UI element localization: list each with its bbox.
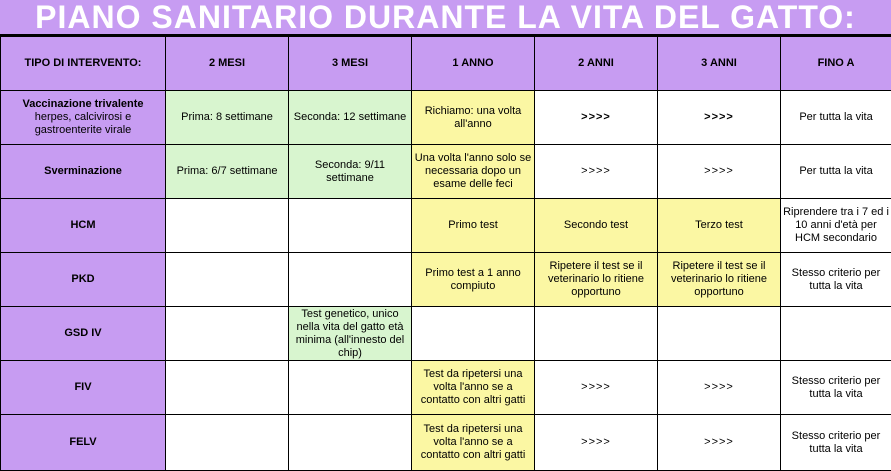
table-cell: Primo test xyxy=(412,199,535,253)
table-row xyxy=(1,91,891,145)
table-cell: Test genetico, unico nella vita del gatto età minima (all'innesto del chip) xyxy=(289,307,412,361)
row-label-text: HCM xyxy=(70,219,95,231)
health-plan-table xyxy=(0,36,891,471)
table-cell: Prima: 8 settimane xyxy=(166,91,289,145)
table-cell: Ripetere il test se il veterinario lo ritiene opportuno xyxy=(658,253,781,307)
row-label-hcm xyxy=(1,199,166,253)
title-bar xyxy=(0,0,891,36)
row-label-felv xyxy=(1,415,166,471)
row-label-text: Vaccinazione trivalente xyxy=(22,98,143,110)
table-cell: >>>> xyxy=(658,91,781,145)
table-cell: Stesso criterio per tutta la vita xyxy=(781,361,891,415)
table-cell: Terzo test xyxy=(658,199,781,253)
table-cell: Seconda: 9/11 settimane xyxy=(289,145,412,199)
table-row xyxy=(1,253,891,307)
table-cell xyxy=(658,307,781,361)
table-cell xyxy=(166,199,289,253)
table-cell: >>>> xyxy=(535,361,658,415)
row-label-text: FIV xyxy=(74,381,91,393)
header-2-anni: 2 ANNI xyxy=(535,37,658,91)
table-cell xyxy=(289,253,412,307)
row-label-vaccinazione xyxy=(1,91,166,145)
header-1-anno: 1 ANNO xyxy=(412,37,535,91)
table-cell xyxy=(289,361,412,415)
table-cell: >>>> xyxy=(658,415,781,471)
table-cell: Una volta l'anno solo se necessaria dopo un esame delle feci xyxy=(412,145,535,199)
header-3-anni: 3 ANNI xyxy=(658,37,781,91)
table-cell: >>>> xyxy=(535,91,658,145)
table-cell: Stesso criterio per tutta la vita xyxy=(781,415,891,471)
table-cell xyxy=(289,199,412,253)
table-cell: >>>> xyxy=(658,361,781,415)
table-row xyxy=(1,361,891,415)
page-title: PIANO SANITARIO DURANTE LA VITA DEL GATTO: xyxy=(35,0,856,35)
table-cell xyxy=(535,307,658,361)
header-row xyxy=(1,37,891,91)
table-cell xyxy=(166,307,289,361)
table-cell: >>>> xyxy=(658,145,781,199)
header-intervento: TIPO DI INTERVENTO: xyxy=(1,37,166,91)
table-cell: Stesso criterio per tutta la vita xyxy=(781,253,891,307)
row-label-pkd xyxy=(1,253,166,307)
row-sublabel-text: herpes, calcivirosi e gastroenterite virale xyxy=(3,111,163,137)
row-label-gsd-iv xyxy=(1,307,166,361)
table-cell: Test da ripetersi una volta l'anno se a contatto con altri gatti xyxy=(412,415,535,471)
row-label-sverminazione xyxy=(1,145,166,199)
table-cell xyxy=(781,307,891,361)
table-cell: Test da ripetersi una volta l'anno se a contatto con altri gatti xyxy=(412,361,535,415)
header-3-mesi: 3 MESI xyxy=(289,37,412,91)
row-label-text: GSD IV xyxy=(64,327,101,339)
table-cell: Secondo test xyxy=(535,199,658,253)
table-row xyxy=(1,307,891,361)
table-row xyxy=(1,415,891,471)
row-label-text: FELV xyxy=(69,436,96,448)
table-cell xyxy=(289,415,412,471)
row-label-fiv xyxy=(1,361,166,415)
table-row xyxy=(1,145,891,199)
header-2-mesi: 2 MESI xyxy=(166,37,289,91)
table-cell: Primo test a 1 anno compiuto xyxy=(412,253,535,307)
row-label-text: PKD xyxy=(71,273,94,285)
table-cell: >>>> xyxy=(535,145,658,199)
table-cell: Per tutta la vita xyxy=(781,145,891,199)
header-fino-a: FINO A xyxy=(781,37,891,91)
table-cell xyxy=(166,253,289,307)
table-cell: >>>> xyxy=(535,415,658,471)
table-cell: Per tutta la vita xyxy=(781,91,891,145)
table-cell: Richiamo: una volta all'anno xyxy=(412,91,535,145)
table-cell xyxy=(412,307,535,361)
table-cell: Ripetere il test se il veterinario lo ritiene opportuno xyxy=(535,253,658,307)
table-row xyxy=(1,199,891,253)
table-cell xyxy=(166,361,289,415)
row-label-text: Sverminazione xyxy=(44,165,122,177)
table-cell xyxy=(166,415,289,471)
table-cell: Seconda: 12 settimane xyxy=(289,91,412,145)
table-cell: Prima: 6/7 settimane xyxy=(166,145,289,199)
table-cell: Riprendere tra i 7 ed i 10 anni d'età per HCM secondario xyxy=(781,199,891,253)
